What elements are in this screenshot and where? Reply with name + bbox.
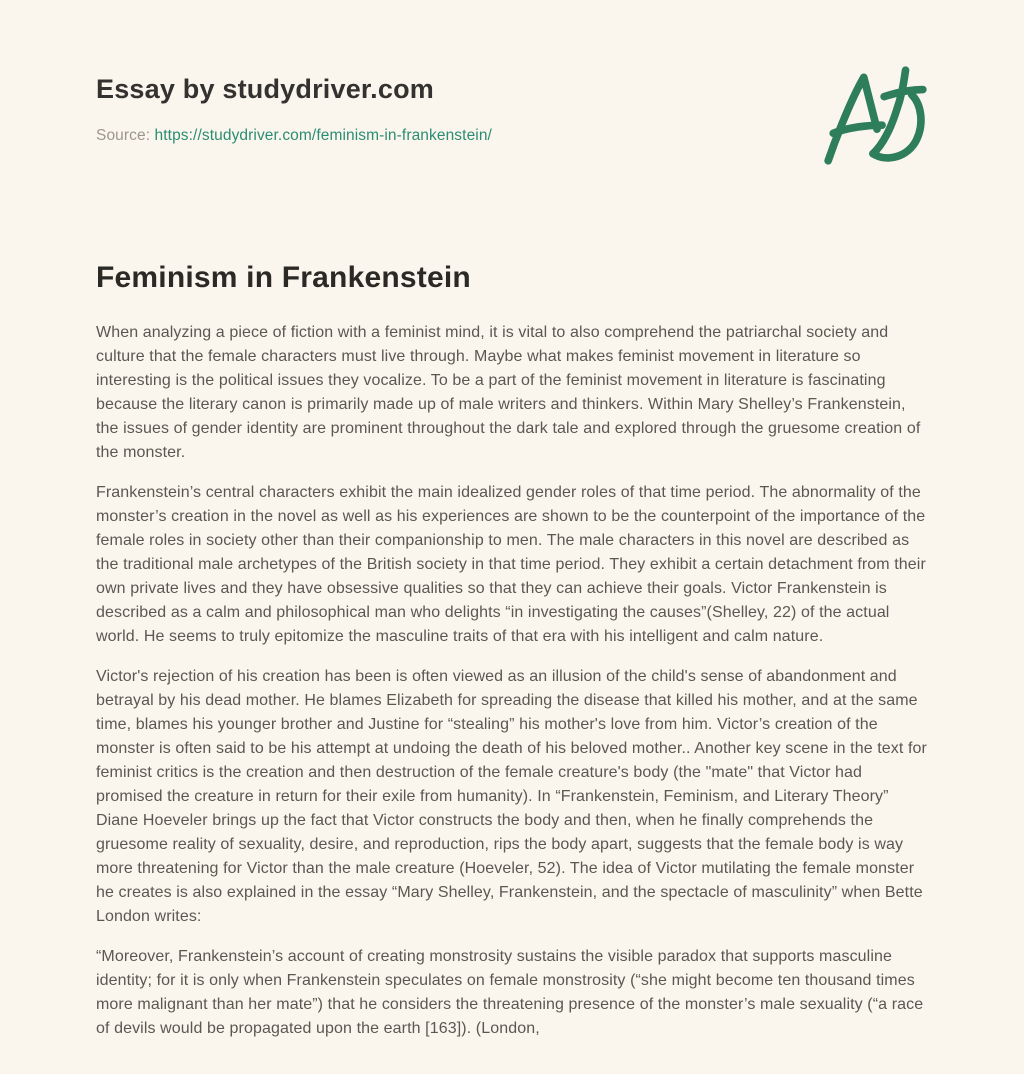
- source-link[interactable]: https://studydriver.com/feminism-in-frankenstein/: [154, 127, 492, 144]
- essay-paragraph-3: Victor's rejection of his creation has been is often viewed as an illusion of the child's sense of abandonment and betrayal by his dead mother. He blames Elizabeth for spreading the disease that killed his mother, and at the same time, blames his younger brother and Justine for “stealing” his mother's love from him. Victor’s creation of the monster is often said to be his attempt at undoing the death of his beloved mother.. Another key scene in the text for feminist critics is the creation and then destruction of the female creature's body (the "mate" that Victor had promised the creature in return for their exile from humanity). In “Frankenstein, Feminism, and Literary Theory” Diane Hoeveler brings up the fact that Victor constructs the body and then, when he finally comprehends the gruesome reality of sexuality, desire, and reproduction, rips the body apart, suggests that the female body is way more threatening for Victor than the male creature (Hoeveler, 52). The idea of Victor mutilating the female monster he creates is also explained in the essay “Mary Shelley, Frankenstein, and the spectacle of masculinity” when Bette London writes:: [96, 668, 927, 925]
- document-header: [96, 74, 928, 145]
- a-plus-logo-icon: [820, 66, 932, 168]
- essay-title: Feminism in Frankenstein: [96, 261, 471, 294]
- source-line: [96, 127, 928, 145]
- page-title: Essay by studydriver.com: [96, 74, 434, 104]
- essay-paragraph-4: “Moreover, Frankenstein’s account of creating monstrosity sustains the visible paradox that supports masculine identity; for it is only when Frankenstein speculates on female monstrosity (“she might become ten thousand times more malignant than her mate”) that he considers the threatening presence of the monster’s male sexuality (“a race of devils would be propagated upon the earth [163]). (London,: [96, 948, 924, 1037]
- studydriver-logo: [820, 66, 932, 168]
- essay-paragraph-1: When analyzing a piece of fiction with a feminist mind, it is vital to also comprehend the patriarchal society and culture that the female characters must live through. Maybe what makes feminist movement in literature so interesting is the political issues they vocalize. To be a part of the feminist movement in literature is fascinating because the literary canon is primarily made up of male writers and thinkers. Within Mary Shelley’s Frankenstein, the issues of gender identity are prominent throughout the dark tale and explored through the gruesome creation of the monster.: [96, 324, 921, 461]
- essay-paragraph-2: Frankenstein’s central characters exhibit the main idealized gender roles of that time period. The abnormality of the monster’s creation in the novel as well as his experiences are shown to be the counterpoint of the importance of the female roles in society other than their companionship to men. The male characters in this novel are described as the traditional male archetypes of the British society in that time period. They exhibit a certain detachment from their own private lives and they have obsessive qualities so that they can achieve their goals. Victor Frankenstein is described as a calm and philosophical man who delights “in investigating the causes”(Shelley, 22) of the actual world. He seems to truly epitomize the masculine traits of that era with his intelligent and calm nature.: [96, 484, 926, 645]
- essay-body: [96, 261, 928, 1041]
- source-label: Source:: [96, 127, 151, 144]
